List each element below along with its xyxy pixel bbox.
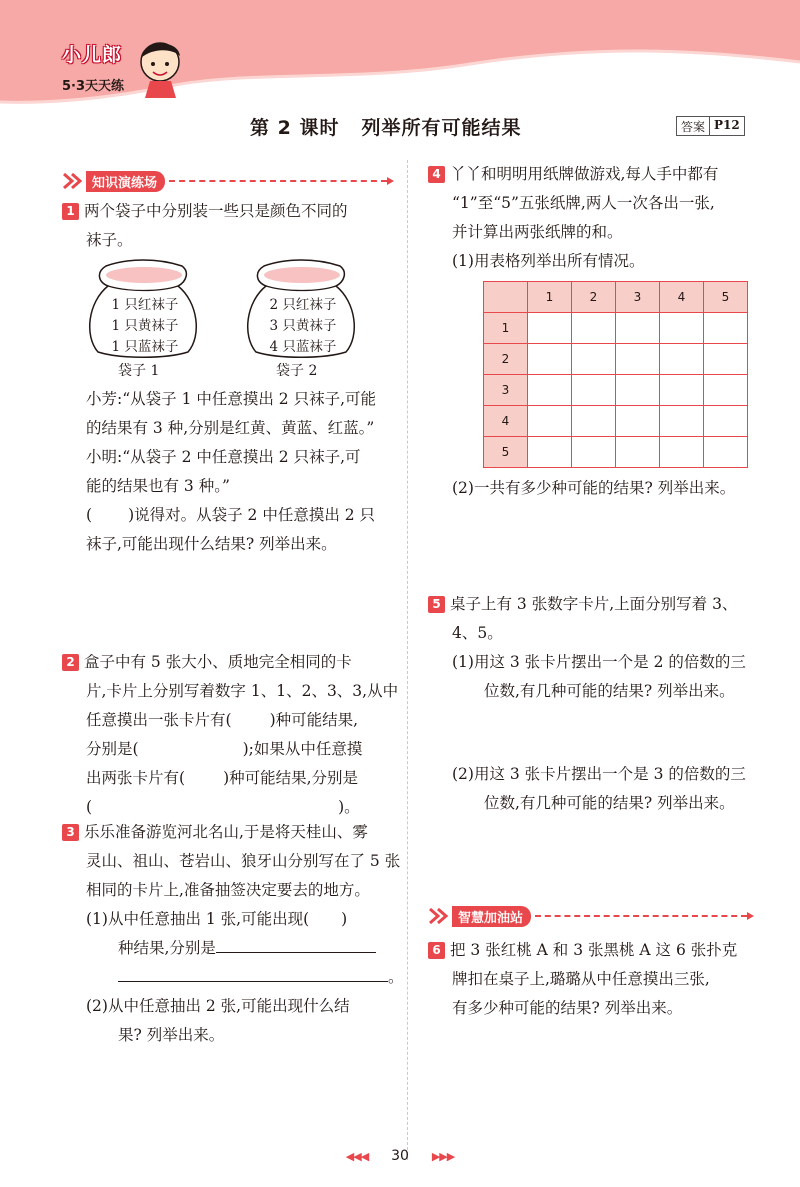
table-cell[interactable]	[660, 375, 704, 406]
question-number: 5	[428, 596, 445, 613]
table-row	[484, 437, 748, 468]
table-cell[interactable]	[616, 406, 660, 437]
bag-2-contents: 2 只红袜子 3 只黄袜子 4 只蓝袜子	[269, 297, 337, 355]
q3-answer-line-1[interactable]	[216, 935, 376, 953]
table-cell[interactable]	[704, 313, 748, 344]
q1-line1: 两个袋子中分别装一些只是颜色不同的	[84, 202, 348, 220]
table-row	[484, 313, 748, 344]
table-cell[interactable]	[528, 344, 572, 375]
table-cell[interactable]	[616, 313, 660, 344]
col-header: 4	[660, 282, 704, 313]
col-header: 2	[572, 282, 616, 313]
table-cell[interactable]	[572, 406, 616, 437]
chevron-double-icon	[428, 906, 452, 926]
table-cell[interactable]	[704, 437, 748, 468]
q1-text	[62, 197, 348, 255]
col-header: 1	[528, 282, 572, 313]
row-header: 3	[484, 375, 528, 406]
table-cell[interactable]	[704, 406, 748, 437]
row-header: 2	[484, 344, 528, 375]
answer-label: 答案	[677, 117, 710, 135]
prev-page-arrows: ◀◀◀	[345, 1150, 369, 1163]
table-cell[interactable]	[572, 313, 616, 344]
table-cell[interactable]	[616, 344, 660, 375]
section-title: 知识演练场	[86, 171, 165, 192]
q2-text: 2 盒子中有 5 张大小、质地完全相同的卡 片,卡片上分别写着数字 1、1、2、3、3,从中 任意摸出一张卡片有( )种可能结果, 分别是( );如果从中任意摸 出两张卡片有( )种可能结果,分别是 ( )。	[62, 648, 398, 822]
sum-table	[483, 281, 748, 468]
answer-page: P12	[714, 118, 740, 132]
chevron-double-icon	[62, 171, 86, 191]
next-page-arrows: ▶▶▶	[431, 1150, 455, 1163]
table-cell[interactable]	[572, 344, 616, 375]
q1-line2: 袜子。	[86, 231, 133, 249]
row-header: 1	[484, 313, 528, 344]
section-title: 智慧加油站	[452, 906, 531, 927]
table-cell[interactable]	[616, 437, 660, 468]
column-divider	[407, 160, 408, 1160]
table-cell[interactable]	[528, 375, 572, 406]
table-cell[interactable]	[704, 344, 748, 375]
q3-text: 3 乐乐准备游览河北名山,于是将天桂山、雾 灵山、祖山、苍岩山、狼牙山分别写在了 5 张 相同的卡片上,准备抽签决定要去的地方。 (1)从中任意抽出 1 张,可能出现( ) 种结果,分别是 。 (2)从中任意抽出 2 张,可能出现什么结 果? 列举出来。	[62, 818, 404, 1050]
table-cell[interactable]	[572, 375, 616, 406]
table-cell[interactable]	[528, 313, 572, 344]
section-banner-practice	[62, 170, 394, 192]
answer-reference	[676, 116, 745, 136]
table-corner	[484, 282, 528, 313]
bag-1-contents: 1 只红袜子 1 只黄袜子 1 只蓝袜子	[111, 297, 179, 355]
q5-sub2: (2)用这 3 张卡片摆出一个是 3 的倍数的三 位数,有几种可能的结果? 列举出来。	[452, 765, 746, 812]
page-number: 30	[391, 1148, 409, 1164]
table-cell[interactable]	[528, 437, 572, 468]
q6-text: 6 把 3 张红桃 A 和 3 张黑桃 A 这 6 张扑克 牌扣在桌子上,璐璐从中任意摸出三张, 有多少种可能的结果? 列举出来。	[428, 936, 737, 1023]
row-header: 4	[484, 406, 528, 437]
page-footer	[0, 1148, 800, 1164]
series-name: 5·3天天练	[62, 79, 125, 94]
table-cell[interactable]	[660, 313, 704, 344]
table-row	[484, 375, 748, 406]
question-number: 3	[62, 824, 79, 841]
q5-text: 5 桌子上有 3 张数字卡片,上面分别写着 3、 4、5。 (1)用这 3 张卡片摆出一个是 2 的倍数的三 位数,有几种可能的结果? 列举出来。	[428, 590, 746, 706]
question-number: 6	[428, 942, 445, 959]
bag-1-label: 袋子 1	[118, 363, 160, 379]
table-cell[interactable]	[660, 437, 704, 468]
col-header: 3	[616, 282, 660, 313]
q4-text: 4 丫丫和明明用纸牌做游戏,每人手中都有 “1”至“5”五张纸牌,两人一次各出一张, 并计算出两张纸牌的和。 (1)用表格列举出所有情况。	[428, 160, 718, 276]
bag-2-label: 袋子 2	[276, 363, 318, 379]
section-banner-bonus	[428, 905, 754, 927]
table-row	[484, 344, 748, 375]
table-cell[interactable]	[528, 406, 572, 437]
table-row	[484, 406, 748, 437]
table-cell[interactable]	[616, 375, 660, 406]
table-header-row	[484, 282, 748, 313]
lesson-number: 第 2 课时	[250, 117, 340, 139]
lesson-topic: 列举所有可能结果	[361, 117, 522, 139]
page-title	[250, 113, 521, 140]
table-cell[interactable]	[660, 344, 704, 375]
q3-answer-line-2[interactable]	[118, 964, 388, 982]
table-cell[interactable]	[704, 375, 748, 406]
row-header: 5	[484, 437, 528, 468]
q4-sub2: (2)一共有多少种可能的结果? 列举出来。	[452, 479, 736, 497]
col-header: 5	[704, 282, 748, 313]
q1-dialogue: 小芳:“从袋子 1 中任意摸出 2 只袜子,可能 的结果有 3 种,分别是红黄、黄蓝、红蓝。” 小明:“从袋子 2 中任意摸出 2 只袜子,可 能的结果也有 3 种。” ( )说得对。从袋子 2 中任意摸出 2 只 袜子,可能出现什么结果? 列举出来。	[86, 390, 377, 553]
brand-logo: 小儿郎	[62, 44, 123, 66]
question-number: 2	[62, 654, 79, 671]
table-cell[interactable]	[572, 437, 616, 468]
table-cell[interactable]	[660, 406, 704, 437]
question-number: 4	[428, 166, 445, 183]
question-number: 1	[62, 203, 79, 220]
